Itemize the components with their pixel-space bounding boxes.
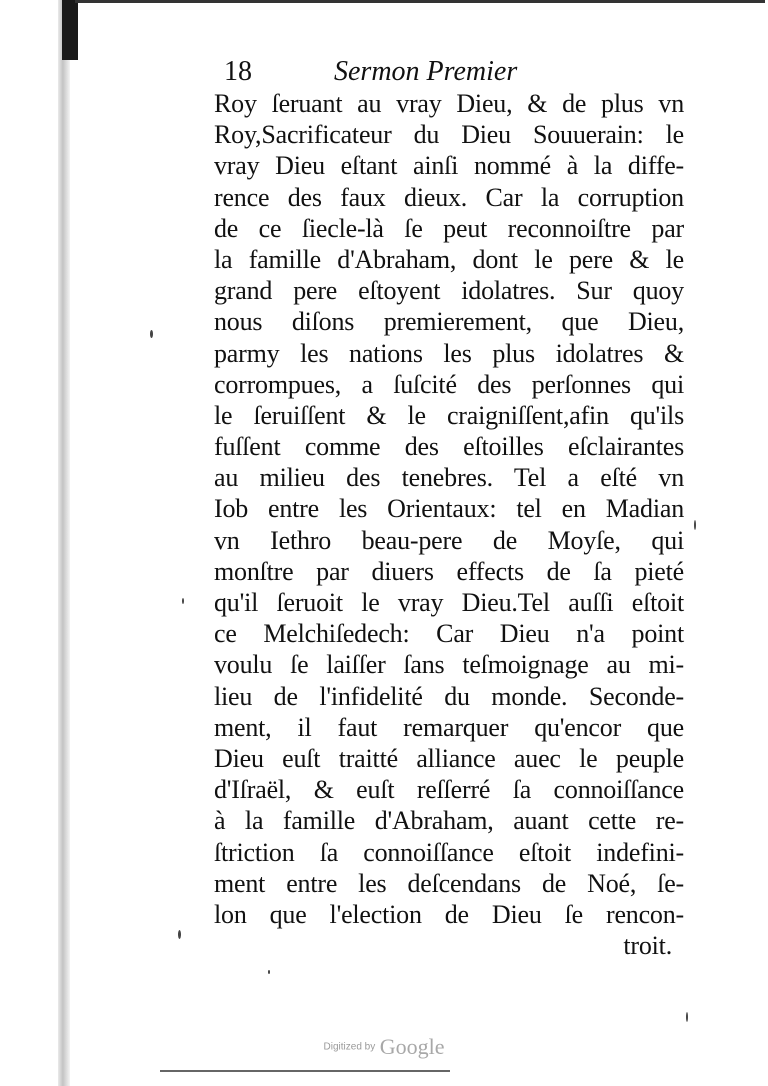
text-line: lieu de l'infidelité du monde. Seconde- [214,681,684,711]
text-line: Iob entre les Orientaux: tel en Madian [214,494,684,524]
running-title: Sermon Premier [334,56,518,87]
google-logo: Google [379,1034,445,1059]
bottom-border [160,1070,450,1072]
text-line: à la famille d'Abraham, auant cette re- [214,806,684,836]
text-line: corrompues, a ſuſcité des perſonnes qui [214,369,684,399]
page-number: 18 [224,56,252,87]
scan-speck [178,930,181,939]
text-line: voulu ſe laiſſer ſans teſmoignage au mi- [214,650,684,680]
text-line: parmy les nations les plus idolatres & [214,338,684,368]
top-border [75,0,765,3]
scan-speck [694,520,696,530]
text-line: de ce ſiecle-là ſe peut reconnoiſtre par [214,213,684,243]
text-line: lon que l'election de Dieu ſe rencon- [214,899,684,929]
text-line: ce Melchiſedech: Car Dieu n'a point [214,619,684,649]
text-line-last: troit. [623,931,672,961]
text-line: nous diſons premierement, que Dieu, [214,307,684,337]
body-text [214,88,684,961]
text-line: grand pere eſtoyent idolatres. Sur quoy [214,276,684,306]
scan-speck [268,970,270,974]
text-line: vray Dieu eſtant ainſi nommé à la diffe- [214,151,684,181]
text-line: fuſſent comme des eſtoilles eſclairantes [214,432,684,462]
text-line: d'Iſraël, & euſt reſſerré ſa connoiſſance [214,775,684,805]
scan-speck [150,330,153,338]
text-line: qu'il ſeruoit le vray Dieu.Tel auſſi eſtoit [214,588,684,617]
digitized-watermark [0,1034,768,1060]
binding-shadow [62,0,78,60]
text-line: vn Iethro beau-pere de Moyſe, qui [214,525,684,555]
scan-speck [686,1012,688,1022]
text-line: Roy,Sacrificateur du Dieu Souuerain: le [214,120,684,150]
text-line: ment entre les deſcendans de Noé, ſe- [214,868,684,898]
text-line: la famille d'Abraham, dont le pere & le [214,244,684,274]
running-header [224,52,664,92]
text-line: monſtre par diuers effects de ſa pieté [214,556,684,586]
text-line: rence des faux dieux. Car la corruption [214,182,684,212]
text-line: Roy ſeruant au vray Dieu, & de plus vn [214,89,684,118]
text-line: ſtriction ſa connoiſſance eſtoit indefini- [214,837,684,867]
text-line: Dieu euſt traitté alliance auec le peuple [214,743,684,773]
watermark-prefix: Digitized by [323,1041,376,1053]
scan-speck [182,598,184,604]
text-line: ment, il faut remarquer qu'encor que [214,712,684,742]
text-line: le ſeruiſſent & le craigniſſent,afin qu'ils [214,400,684,430]
binding-edge [58,0,70,1086]
text-line: au milieu des tenebres. Tel a eſté vn [214,463,684,493]
